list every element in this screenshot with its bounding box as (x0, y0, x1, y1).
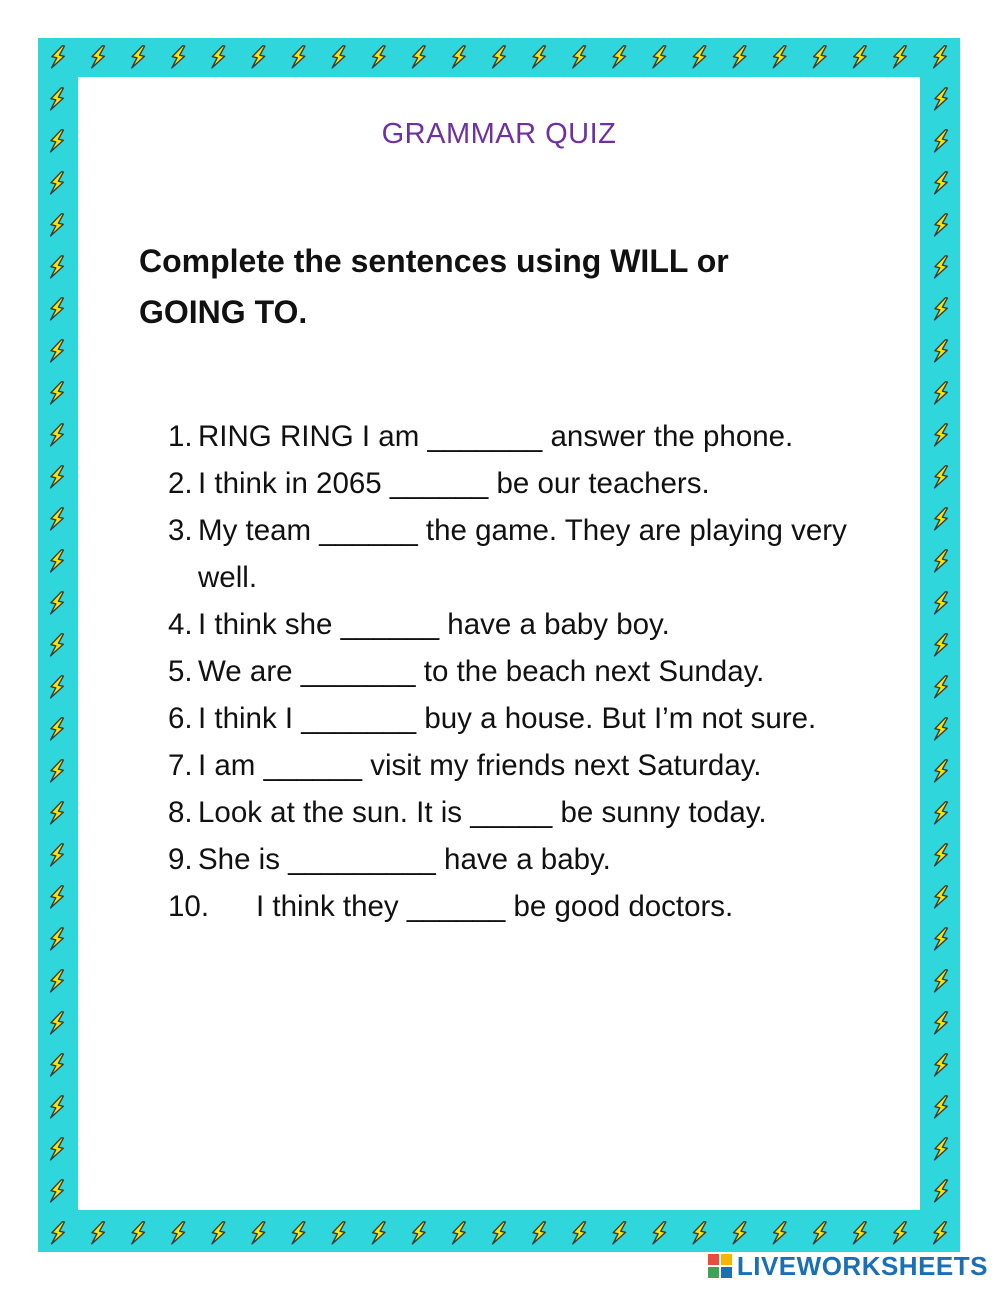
lightning-bolt-icon (130, 44, 147, 70)
lightning-bolt-icon (410, 1220, 427, 1246)
lightning-bolt-icon (410, 44, 427, 70)
question-number: 5. (168, 655, 193, 688)
lightning-bolt-icon (933, 674, 950, 700)
lightning-bolt-icon (491, 44, 508, 70)
lightning-bolt-icon (811, 1220, 828, 1246)
lightning-bolt-icon (49, 632, 66, 658)
lightning-bolt-icon (892, 44, 909, 70)
lightning-bolt-icon (933, 1094, 950, 1120)
lightning-bolt-icon (933, 464, 950, 490)
lightning-bolt-icon (370, 1220, 387, 1246)
lightning-bolt-icon (370, 44, 387, 70)
lightning-bolt-icon (933, 590, 950, 616)
lightning-bolt-icon (49, 548, 66, 574)
lightning-bolt-icon (49, 1052, 66, 1078)
question-item (168, 648, 868, 695)
question-text: I think she ______ have a baby boy. (198, 608, 670, 641)
lightning-bolt-icon (933, 170, 950, 196)
question-text: Look at the sun. It is _____ be sunny today. (198, 796, 767, 829)
lightning-bolt-icon (49, 86, 66, 112)
lightning-bolt-icon (49, 380, 66, 406)
question-text: My team ______ the game. They are playing very well. (198, 514, 847, 594)
lightning-bolt-icon (571, 44, 588, 70)
lightning-bolt-icon (933, 296, 950, 322)
question-number: 2. (168, 467, 193, 500)
instructions: Complete the sentences using WILL or GOING TO. (139, 243, 729, 330)
watermark-text: LIVEWORKSHEETS (736, 1250, 988, 1281)
lightning-bolt-icon (170, 1220, 187, 1246)
lightning-bolt-icon (933, 632, 950, 658)
question-text: I think in 2065 ______ be our teachers. (198, 467, 710, 500)
lightning-bolt-icon (49, 254, 66, 280)
question-item (168, 460, 868, 507)
lightning-bolt-icon (451, 44, 468, 70)
lightning-bolt-icon (933, 254, 950, 280)
lightning-bolt-icon (49, 170, 66, 196)
lightning-bolt-icon (50, 44, 67, 70)
lightning-bolt-icon (531, 44, 548, 70)
lightning-bolt-icon (491, 1220, 508, 1246)
lightning-bolt-icon (611, 44, 628, 70)
lightning-bolt-icon (933, 926, 950, 952)
question-item (168, 789, 868, 836)
question-number: 9. (168, 843, 193, 876)
lightning-bolt-icon (892, 1220, 909, 1246)
lightning-bolt-icon (250, 44, 267, 70)
worksheet-title: GRAMMAR QUIZ (381, 118, 617, 150)
lightning-bolt-icon (933, 86, 950, 112)
question-text: I think they ______ be good doctors. (256, 890, 734, 923)
lightning-bolt-icon (210, 44, 227, 70)
question-item (168, 413, 868, 460)
lightning-bolt-icon (49, 716, 66, 742)
lightning-bolt-icon (933, 128, 950, 154)
lightning-bolt-icon (49, 926, 66, 952)
lightning-bolt-icon (933, 212, 950, 238)
question-number: 8. (168, 796, 193, 829)
lightning-bolt-icon (933, 758, 950, 784)
lightning-bolt-icon (49, 884, 66, 910)
lightning-bolt-icon (210, 1220, 227, 1246)
question-item (168, 507, 868, 601)
lightning-bolt-icon (651, 44, 668, 70)
question-item (168, 742, 868, 789)
lightning-bolt-icon (170, 44, 187, 70)
lightning-bolt-icon (49, 968, 66, 994)
lightning-bolt-icon (933, 1010, 950, 1036)
lightning-bolt-icon (531, 1220, 548, 1246)
lightning-bolt-icon (250, 1220, 267, 1246)
lightning-bolt-icon (49, 296, 66, 322)
lightning-bolt-icon (49, 1094, 66, 1120)
lightning-bolt-icon (933, 1136, 950, 1162)
lightning-bolt-icon (933, 842, 950, 868)
lightning-bolt-icon (290, 1220, 307, 1246)
question-number: 6. (168, 702, 193, 735)
question-number: 7. (168, 749, 193, 782)
question-text: RING RING I am _______ answer the phone. (198, 420, 794, 453)
lightning-bolt-icon (49, 1178, 66, 1204)
lightning-bolt-icon (691, 44, 708, 70)
question-text: She is _________ have a baby. (198, 843, 611, 876)
lightning-bolt-icon (130, 1220, 147, 1246)
lightning-bolt-icon (771, 1220, 788, 1246)
question-text: I think I _______ buy a house. But I’m not sure. (198, 702, 817, 735)
lightning-bolt-icon (933, 1052, 950, 1078)
lightning-bolt-icon (90, 1220, 107, 1246)
question-number: 10. (168, 890, 210, 923)
lightning-bolt-icon (933, 968, 950, 994)
lightning-bolt-icon (933, 1178, 950, 1204)
lightning-bolt-icon (49, 758, 66, 784)
question-number: 4. (168, 608, 193, 641)
question-number: 3. (168, 514, 193, 547)
lightning-bolt-icon (933, 548, 950, 574)
question-item (168, 695, 868, 742)
lightning-bolt-icon (49, 1136, 66, 1162)
lightning-bolt-icon (933, 422, 950, 448)
lightning-bolt-icon (933, 506, 950, 532)
lightning-bolt-icon (49, 800, 66, 826)
lightning-bolt-icon (49, 842, 66, 868)
lightning-bolt-icon (731, 1220, 748, 1246)
lightning-bolt-icon (932, 44, 949, 70)
lightning-bolt-icon (571, 1220, 588, 1246)
question-item (168, 883, 868, 930)
question-text: We are _______ to the beach next Sunday. (198, 655, 765, 688)
lightning-bolt-icon (811, 44, 828, 70)
lightning-bolt-icon (49, 422, 66, 448)
lightning-bolt-icon (330, 1220, 347, 1246)
lightning-bolt-icon (611, 1220, 628, 1246)
lightning-bolt-icon (49, 1010, 66, 1036)
lightning-bolt-icon (933, 338, 950, 364)
lightning-bolt-icon (330, 44, 347, 70)
question-list (168, 413, 868, 930)
lightning-bolt-icon (771, 44, 788, 70)
lightning-bolt-icon (691, 1220, 708, 1246)
lightning-bolt-icon (49, 590, 66, 616)
lightning-bolt-icon (49, 506, 66, 532)
lightning-bolt-icon (851, 44, 868, 70)
liveworksheets-logo-icon (707, 1253, 733, 1279)
lightning-bolt-icon (932, 1220, 949, 1246)
question-text: I am ______ visit my friends next Saturday. (198, 749, 762, 782)
lightning-bolt-icon (49, 464, 66, 490)
lightning-bolt-icon (651, 1220, 668, 1246)
lightning-bolt-icon (49, 128, 66, 154)
liveworksheets-watermark (707, 1251, 988, 1281)
lightning-bolt-icon (90, 44, 107, 70)
lightning-bolt-icon (50, 1220, 67, 1246)
lightning-bolt-icon (451, 1220, 468, 1246)
lightning-bolt-icon (933, 800, 950, 826)
question-item (168, 836, 868, 883)
lightning-bolt-icon (290, 44, 307, 70)
lightning-bolt-icon (933, 380, 950, 406)
lightning-bolt-icon (851, 1220, 868, 1246)
lightning-bolt-icon (49, 212, 66, 238)
question-number: 1. (168, 420, 193, 453)
lightning-bolt-icon (933, 716, 950, 742)
question-item (168, 601, 868, 648)
lightning-bolt-icon (731, 44, 748, 70)
lightning-bolt-icon (49, 674, 66, 700)
lightning-bolt-icon (49, 338, 66, 364)
lightning-bolt-icon (933, 884, 950, 910)
